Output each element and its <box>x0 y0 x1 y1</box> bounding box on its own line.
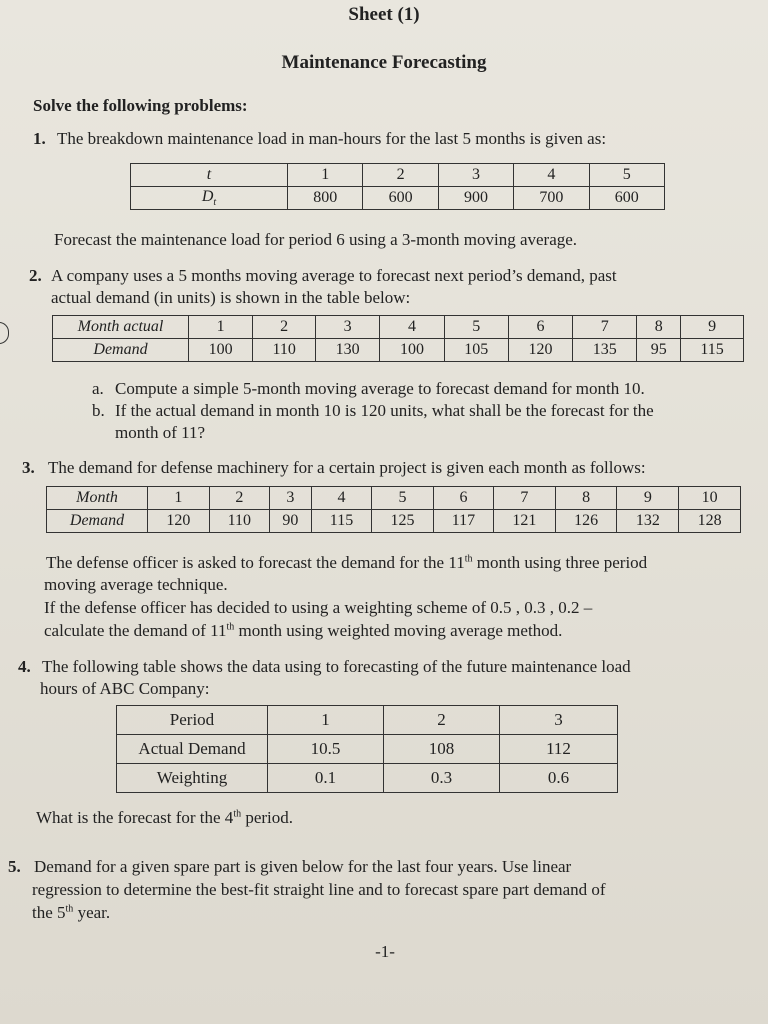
table-cell: 105 <box>444 339 508 362</box>
table-cell: 1 <box>268 706 384 735</box>
table-cell: 0.6 <box>500 764 618 793</box>
p4-number: 4. <box>18 657 31 676</box>
table-cell: 100 <box>380 339 444 362</box>
table-cell: 10 <box>679 487 741 510</box>
table-cell: 5 <box>372 487 434 510</box>
table-row <box>131 187 665 210</box>
p3-row2-label: Demand <box>47 510 148 533</box>
page-number: -1- <box>375 942 395 961</box>
table-cell: 800 <box>288 187 363 210</box>
table-cell: 3 <box>269 487 311 510</box>
p2-row2-label: Demand <box>53 339 189 362</box>
table-cell: 6 <box>508 316 572 339</box>
table-cell: 7 <box>494 487 556 510</box>
table-cell: 2 <box>209 487 269 510</box>
table-cell: 125 <box>372 510 434 533</box>
p4-table <box>116 705 618 793</box>
p1-number: 1. <box>33 129 46 148</box>
table-cell: 112 <box>500 735 618 764</box>
p3-line4: calculate the demand of 11th month using weighted moving average method. <box>44 621 563 640</box>
p2-b-line1: If the actual demand in month 10 is 120 units, what shall be the forecast for the <box>115 401 654 420</box>
table-row <box>47 510 741 533</box>
table-cell: 0.1 <box>268 764 384 793</box>
p3-line2: moving average technique. <box>44 575 228 594</box>
p4-row-label: Period <box>117 706 268 735</box>
table-cell: 120 <box>148 510 210 533</box>
p5-line3: the 5th year. <box>32 903 111 922</box>
p1-table <box>130 163 665 210</box>
table-cell: 121 <box>494 510 556 533</box>
table-cell: 2 <box>384 706 500 735</box>
p5-line1: Demand for a given spare part is given below for the last four years. Use linear <box>34 857 572 876</box>
table-cell: 1 <box>189 316 253 339</box>
table-cell: 5 <box>589 164 664 187</box>
table-cell: 3 <box>500 706 618 735</box>
page-title: Maintenance Forecasting <box>281 52 487 73</box>
p3-text: The demand for defense machinery for a certain project is given each month as follows: <box>48 458 646 477</box>
p1-text: The breakdown maintenance load in man-hours for the last 5 months is given as: <box>57 129 607 148</box>
p2-table <box>52 315 744 362</box>
table-cell: 115 <box>311 510 371 533</box>
p4-row-label: Weighting <box>117 764 268 793</box>
p4-line1: The following table shows the data using to forecasting of the future maintenance load <box>42 657 631 676</box>
table-row <box>47 487 741 510</box>
p3-row1-label: Month <box>47 487 148 510</box>
table-cell: 130 <box>316 339 380 362</box>
table-cell: 4 <box>380 316 444 339</box>
table-cell: 1 <box>148 487 210 510</box>
table-cell: 110 <box>209 510 269 533</box>
table-cell: 135 <box>573 339 637 362</box>
p2-row1-label: Month actual <box>53 316 189 339</box>
table-cell: 108 <box>384 735 500 764</box>
table-cell: 9 <box>617 487 679 510</box>
p1-row1-label: t <box>131 164 288 187</box>
p5-line2: regression to determine the best-fit straight line and to forecast spare part demand of <box>32 880 606 899</box>
table-row <box>53 339 744 362</box>
table-cell: 6 <box>433 487 493 510</box>
table-cell: 8 <box>637 316 681 339</box>
table-cell: 7 <box>573 316 637 339</box>
table-row <box>53 316 744 339</box>
table-cell: 3 <box>438 164 513 187</box>
table-cell: 110 <box>253 339 316 362</box>
p2-a-text: Compute a simple 5-month moving average to forecast demand for month 10. <box>115 379 645 398</box>
table-cell: 4 <box>311 487 371 510</box>
table-cell: 100 <box>189 339 253 362</box>
table-cell: 0.3 <box>384 764 500 793</box>
table-cell: 10.5 <box>268 735 384 764</box>
p4-row-label: Actual Demand <box>117 735 268 764</box>
table-cell: 132 <box>617 510 679 533</box>
table-cell: 1 <box>288 164 363 187</box>
table-cell: 600 <box>589 187 664 210</box>
table-row <box>117 706 618 735</box>
table-cell: 4 <box>514 164 589 187</box>
p3-number: 3. <box>22 458 35 477</box>
binding-mark <box>0 322 9 344</box>
table-cell: 128 <box>679 510 741 533</box>
table-row <box>117 735 618 764</box>
sheet-number: Sheet (1) <box>348 4 420 25</box>
table-cell: 2 <box>253 316 316 339</box>
table-row <box>117 764 618 793</box>
intro-heading: Solve the following problems: <box>33 96 248 115</box>
table-cell: 3 <box>316 316 380 339</box>
table-cell: 700 <box>514 187 589 210</box>
table-cell: 8 <box>555 487 617 510</box>
table-cell: 126 <box>555 510 617 533</box>
p3-table <box>46 486 741 533</box>
table-cell: 115 <box>681 339 744 362</box>
p4-question: What is the forecast for the 4th period. <box>36 808 294 827</box>
table-cell: 117 <box>433 510 493 533</box>
p1-row2-label: $D_t$ <box>131 187 288 210</box>
table-cell: 95 <box>637 339 681 362</box>
p5-number: 5. <box>8 857 21 876</box>
p3-line3: If the defense officer has decided to using a weighting scheme of 0.5 , 0.3 , 0.2 – <box>44 598 593 617</box>
p4-line2: hours of ABC Company: <box>40 679 210 698</box>
table-cell: 900 <box>438 187 513 210</box>
table-cell: 9 <box>681 316 744 339</box>
p3-line1: The defense officer is asked to forecast the demand for the 11th month using three period <box>46 553 648 572</box>
table-cell: 600 <box>363 187 438 210</box>
p2-b-label: b. <box>92 401 105 420</box>
table-cell: 5 <box>444 316 508 339</box>
p2-line1: A company uses a 5 months moving average to forecast next period’s demand, past <box>51 266 617 285</box>
p1-question: Forecast the maintenance load for period 6 using a 3-month moving average. <box>54 230 578 249</box>
p2-b-line2: month of 11? <box>115 423 206 442</box>
table-cell: 2 <box>363 164 438 187</box>
table-cell: 90 <box>269 510 311 533</box>
table-row <box>131 164 665 187</box>
table-cell: 120 <box>508 339 572 362</box>
p2-number: 2. <box>29 266 42 285</box>
p2-line2: actual demand (in units) is shown in the table below: <box>51 288 411 307</box>
p2-a-label: a. <box>92 379 104 398</box>
